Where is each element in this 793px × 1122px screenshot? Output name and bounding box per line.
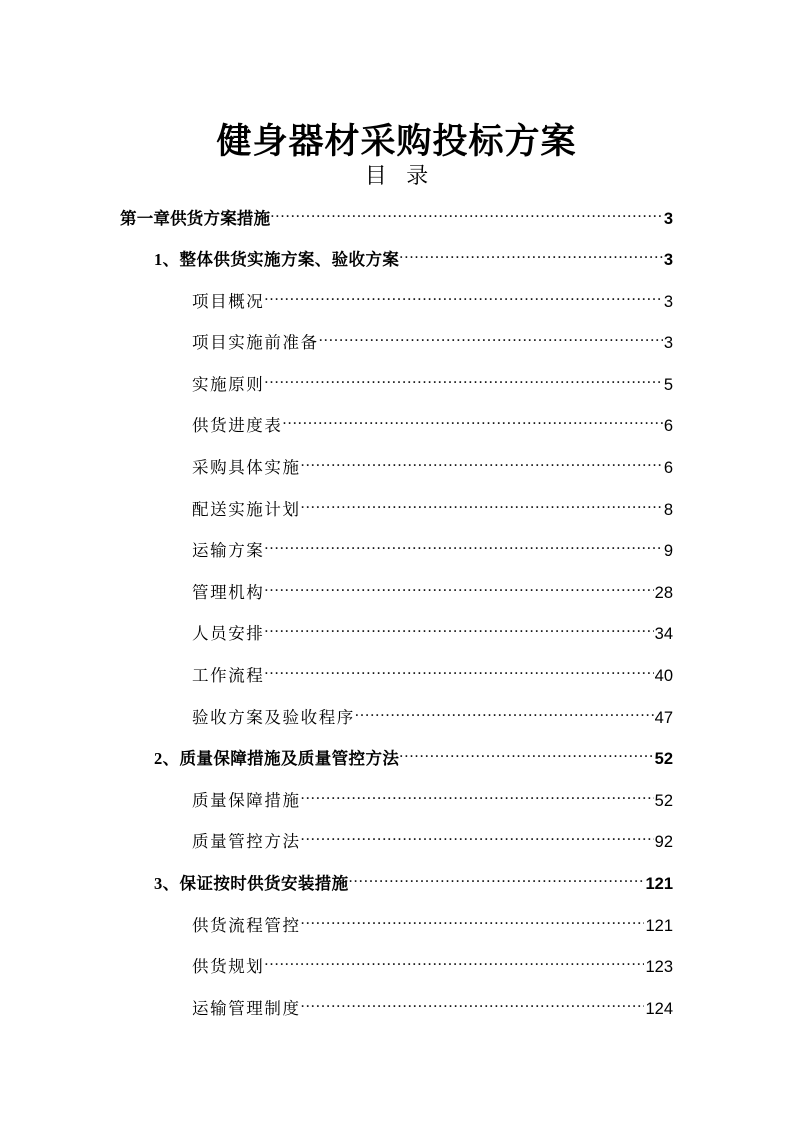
toc-entry[interactable] bbox=[192, 457, 673, 499]
toc-entry-page-number: 8 bbox=[663, 500, 673, 519]
toc-entry[interactable] bbox=[192, 415, 673, 457]
toc-entry-page-number: 5 bbox=[663, 375, 673, 394]
toc-entry[interactable] bbox=[192, 831, 673, 873]
toc-entry-label: 第一章供货方案措施 bbox=[120, 208, 271, 228]
toc-entry[interactable] bbox=[192, 332, 673, 374]
toc-entry[interactable] bbox=[192, 706, 673, 748]
toc-leader-dots bbox=[264, 956, 644, 973]
toc-entry-label: 配送实施计划 bbox=[192, 499, 301, 519]
toc-entry-page-number: 3 bbox=[663, 292, 673, 311]
toc-entry-label: 质量管控方法 bbox=[192, 832, 301, 852]
toc-entry[interactable] bbox=[192, 914, 673, 956]
toc-entry-label: 运输管理制度 bbox=[192, 998, 301, 1018]
toc-leader-dots bbox=[319, 332, 663, 349]
toc-entry[interactable] bbox=[154, 249, 673, 291]
toc-entry-page-number: 3 bbox=[663, 209, 673, 228]
toc-leader-dots bbox=[349, 873, 645, 890]
toc-entry[interactable] bbox=[192, 623, 673, 665]
toc-entry-page-number: 34 bbox=[654, 625, 673, 644]
toc-entry-page-number: 40 bbox=[654, 667, 673, 686]
toc-leader-dots bbox=[264, 581, 653, 598]
toc-leader-dots bbox=[264, 373, 662, 390]
toc-leader-dots bbox=[301, 914, 645, 931]
toc-entry[interactable] bbox=[192, 540, 673, 582]
toc-leader-dots bbox=[301, 789, 654, 806]
toc-entry-label: 人员安排 bbox=[192, 624, 265, 644]
toc-entry-page-number: 124 bbox=[645, 999, 673, 1018]
toc-entry-page-number: 6 bbox=[663, 459, 673, 478]
toc-entry[interactable] bbox=[192, 997, 673, 1039]
toc-entry[interactable] bbox=[192, 498, 673, 540]
toc-entry-label: 供货规划 bbox=[192, 957, 265, 977]
toc-entry-page-number: 52 bbox=[654, 750, 673, 769]
toc-entry-label: 供货进度表 bbox=[192, 416, 283, 436]
toc-leader-dots bbox=[355, 706, 654, 723]
toc-entry-page-number: 6 bbox=[663, 417, 673, 436]
toc-leader-dots bbox=[399, 748, 653, 765]
table-of-contents-heading: 目 录 bbox=[364, 163, 436, 188]
toc-leader-dots bbox=[264, 290, 662, 307]
toc-leader-dots bbox=[264, 623, 653, 640]
toc-entry-page-number: 9 bbox=[663, 542, 673, 561]
toc-entry-label: 3、保证按时供货安装措施 bbox=[154, 874, 349, 893]
toc-leader-dots bbox=[270, 207, 663, 224]
toc-entry[interactable] bbox=[120, 207, 673, 249]
toc-entry-page-number: 52 bbox=[654, 791, 673, 810]
toc-entry-page-number: 123 bbox=[645, 958, 673, 977]
toc-entry-page-number: 121 bbox=[645, 875, 673, 893]
toc-leader-dots bbox=[301, 498, 663, 515]
toc-entry-page-number: 121 bbox=[645, 916, 673, 935]
toc-entry[interactable] bbox=[192, 665, 673, 707]
toc-entry-label: 1、整体供货实施方案、验收方案 bbox=[154, 250, 400, 270]
toc-entry-page-number: 3 bbox=[663, 251, 673, 270]
toc-leader-dots bbox=[283, 415, 663, 432]
page-title: 健身器材采购投标方案 bbox=[216, 122, 577, 162]
toc-entry-label: 项目概况 bbox=[192, 291, 265, 311]
toc-leader-dots bbox=[399, 249, 663, 266]
toc-entry-label: 管理机构 bbox=[192, 582, 265, 602]
toc-leader-dots bbox=[301, 831, 654, 848]
toc-entry-label: 项目实施前准备 bbox=[192, 333, 319, 353]
toc-entry-label: 2、质量保障措施及质量管控方法 bbox=[154, 749, 400, 769]
toc-leader-dots bbox=[301, 457, 663, 474]
toc-entry-label: 实施原则 bbox=[192, 374, 265, 394]
toc-entry-label: 采购具体实施 bbox=[192, 458, 301, 478]
toc-entry-label: 工作流程 bbox=[192, 666, 265, 686]
toc-entry[interactable] bbox=[192, 373, 673, 415]
toc-entry-label: 运输方案 bbox=[192, 541, 265, 561]
toc-entry[interactable] bbox=[154, 873, 673, 915]
toc-entry-label: 验收方案及验收程序 bbox=[192, 707, 355, 727]
toc-entry[interactable] bbox=[154, 748, 673, 790]
toc-leader-dots bbox=[264, 540, 662, 557]
toc-entry-page-number: 3 bbox=[663, 334, 673, 353]
toc-entry[interactable] bbox=[192, 789, 673, 831]
toc-entry[interactable] bbox=[192, 290, 673, 332]
toc-entry[interactable] bbox=[192, 956, 673, 998]
toc-leader-dots bbox=[301, 997, 645, 1014]
toc-entry[interactable] bbox=[192, 581, 673, 623]
table-of-contents bbox=[120, 207, 673, 1039]
toc-entry-label: 质量保障措施 bbox=[192, 790, 301, 810]
toc-leader-dots bbox=[264, 665, 653, 682]
toc-entry-page-number: 92 bbox=[654, 833, 673, 852]
toc-entry-page-number: 28 bbox=[654, 583, 673, 602]
toc-entry-label: 供货流程管控 bbox=[192, 915, 301, 935]
toc-entry-page-number: 47 bbox=[654, 708, 673, 727]
